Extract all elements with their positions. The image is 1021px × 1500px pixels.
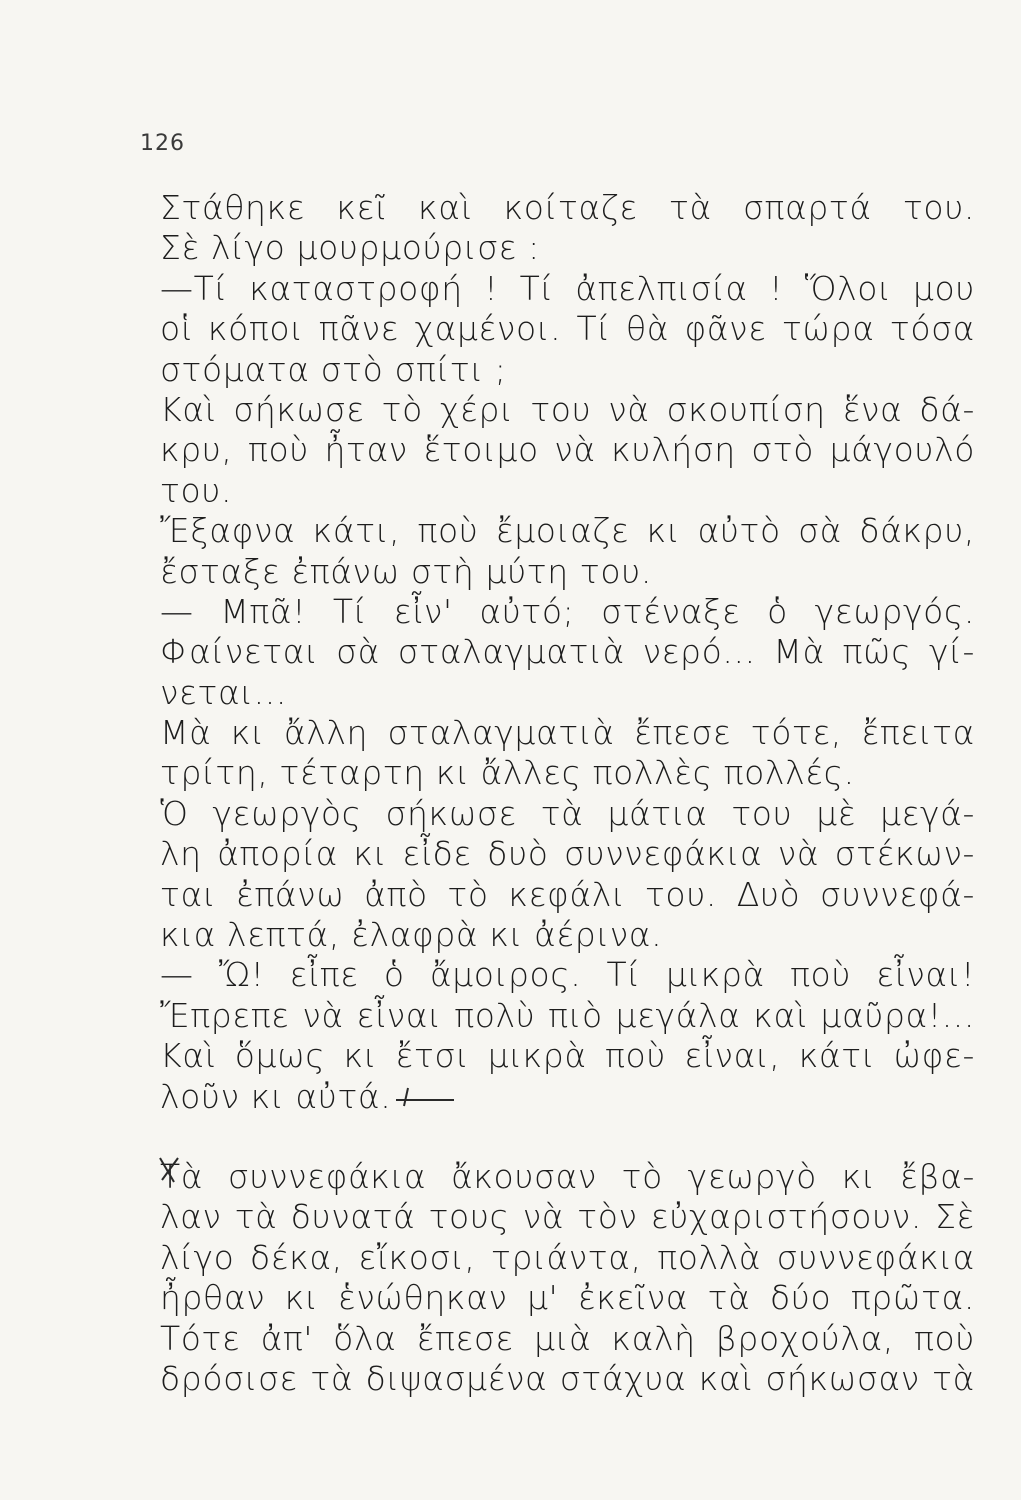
body-text [160, 188, 975, 1399]
text-line: Σὲ λίγο μουρμούρισε : [160, 228, 540, 268]
text-line: ἦρθαν κι ἑνώθηκαν μ' ἐκεῖνα τὰ δύο πρῶτα. [160, 1278, 975, 1318]
text-line: ται ἐπάνω ἀπὸ τὸ κεφάλι του. Δυὸ συννεφά- [160, 874, 975, 914]
text-line: Τότε ἀπ' ὅλα ἔπεσε μιὰ καλὴ βροχούλα, ποὺ [160, 1318, 975, 1358]
page-number: 126 [140, 131, 185, 156]
text-line: Ἔπρεπε νὰ εἶναι πολὺ πιὸ μεγάλα καὶ μαῦρα!... [160, 995, 975, 1035]
text-line: του. [160, 470, 233, 510]
text-line: Στάθηκε κεῖ καὶ κοίταζε τὰ σπαρτά του. [160, 188, 975, 227]
pencil-cross-mark-icon [158, 1154, 184, 1184]
paragraph-gap [160, 1117, 975, 1157]
text-line: —Τί καταστροφή ! Τί ἀπελπισία ! Ὅλοι μου [160, 268, 975, 308]
text-line: Καὶ ὅμως κι ἔτσι μικρὰ ποὺ εἶναι, κάτι ὠφε- [160, 1036, 975, 1076]
text-line: στόματα στὸ σπίτι ; [160, 349, 507, 389]
text-line: δρόσισε τὰ διψασμένα στάχυα καὶ σήκωσαν τὰ [160, 1358, 975, 1398]
text-line: Μὰ κι ἄλλη σταλαγματιὰ ἔπεσε τότε, ἔπειτα [160, 713, 975, 753]
text-line: οἱ κόποι πᾶνε χαμένοι. Τί θὰ φᾶνε τώρα τόσα [160, 309, 975, 349]
text-line: Φαίνεται σὰ σταλαγματιὰ νερό... Μὰ πῶς γί- [160, 632, 975, 672]
text-line: νεται... [160, 672, 287, 712]
text-line: Τὰ συννεφάκια ἄκουσαν τὸ γεωργὸ κι ἔβα- [160, 1156, 975, 1196]
text-line: Ὁ γεωργὸς σήκωσε τὰ μάτια του μὲ μεγά- [160, 793, 975, 833]
text-line: ἔσταξε ἐπάνω στὴ μύτη του. [160, 551, 652, 591]
text-line: — Ὤ! εἶπε ὁ ἄμοιρος. Τί μικρὰ ποὺ εἶναι! [160, 955, 975, 995]
text-line: τρίτη, τέταρτη κι ἄλλες πολλὲς πολλές. [160, 753, 855, 793]
text-line: — Μπᾶ! Τί εἶν' αὐτό; στέναξε ὁ γεωργός. [160, 591, 975, 631]
text-line: λη ἀπορία κι εἶδε δυὸ συννεφάκια νὰ στέκων- [160, 834, 975, 874]
text-line: κια λεπτά, ἐλαφρὰ κι ἀέρινα. [160, 915, 663, 955]
text-line: Ἔξαφνα κάτι, ποὺ ἔμοιαζε κι αὐτὸ σὰ δάκρυ, [160, 511, 975, 551]
pencil-cross-mark-icon [394, 1086, 464, 1108]
text-line: Καὶ σήκωσε τὸ χέρι του νὰ σκουπίση ἕνα δά- [160, 389, 975, 429]
text-line: κρυ, ποὺ ἦταν ἕτοιμο νὰ κυλήση στὸ μάγουλό [160, 430, 975, 470]
text-line: λίγο δέκα, εἴκοσι, τριάντα, πολλὰ συννεφάκια [160, 1237, 975, 1277]
text-line: λοῦν κι αὐτά. [160, 1076, 392, 1116]
text-line: λαν τὰ δυνατά τους νὰ τὸν εὐχαριστήσουν. Σὲ [160, 1197, 975, 1237]
